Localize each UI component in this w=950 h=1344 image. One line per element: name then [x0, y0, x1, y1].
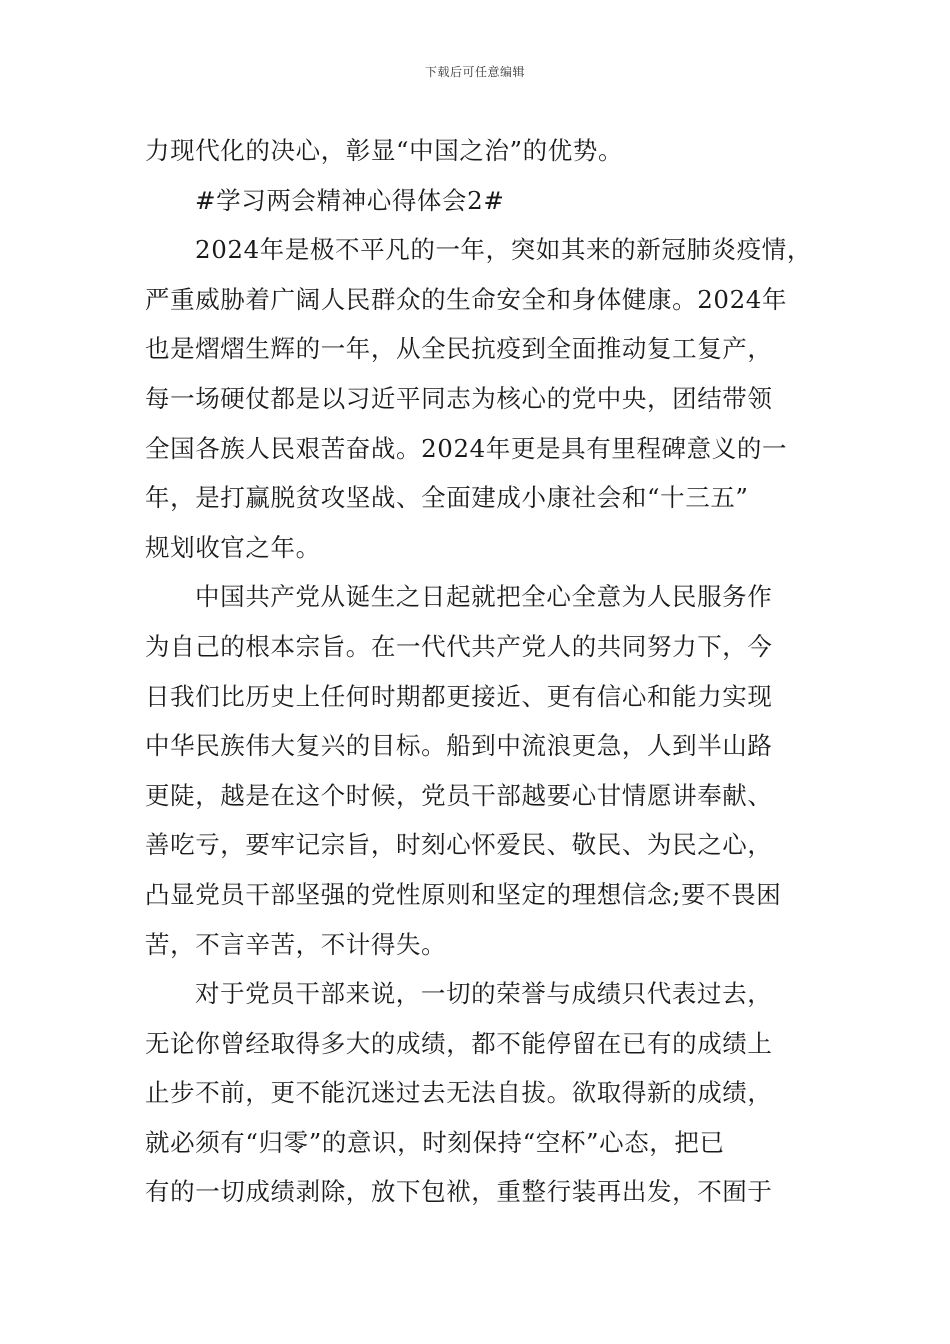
text-line: 中国共产党从诞生之日起就把全心全意为人民服务作 — [195, 582, 773, 612]
text-line: 日我们比历史上任何时期都更接近、更有信心和能力实现 — [145, 681, 773, 711]
text-line: 无论你曾经取得多大的成绩，都不能停留在已有的成绩上 — [145, 1028, 773, 1058]
text-line: 2024年是极不平凡的一年，突如其来的新冠肺炎疫情， — [195, 235, 812, 265]
text-line: 有的一切成绩剥除，放下包袱，重整行装再出发，不囿于 — [145, 1177, 773, 1207]
text-line: 也是熠熠生辉的一年，从全民抗疫到全面推动复工复产， — [145, 334, 773, 364]
text-line: #学习两会精神心得体会2# — [195, 185, 505, 215]
text-line: 凸显党员干部坚强的党性原则和坚定的理想信念;要不畏困 — [145, 879, 782, 909]
text-line: 止步不前，更不能沉迷过去无法自拔。欲取得新的成绩， — [145, 1078, 773, 1108]
text-line: 力现代化的决心，彰显“中国之治”的优势。 — [145, 136, 624, 165]
text-line: 全国各族人民艰苦奋战。2024年更是具有里程碑意义的一 — [145, 433, 788, 463]
text-line: 善吃亏，要牢记宗旨，时刻心怀爱民、敬民、为民之心， — [145, 830, 773, 860]
text-line: 对于党员干部来说，一切的荣誉与成绩只代表过去， — [195, 979, 773, 1009]
document-body — [145, 126, 815, 1217]
text-line: 苦，不言辛苦，不计得失。 — [145, 929, 447, 959]
text-line: 严重威胁着广阔人民群众的生命安全和身体健康。2024年 — [145, 284, 788, 314]
text-line: 就必须有“归零”的意识，时刻保持“空杯”心态，把已 — [145, 1127, 725, 1157]
text-line: 更陡，越是在这个时候，党员干部越要心甘情愿讲奉献、 — [145, 780, 773, 810]
text-line: 中华民族伟大复兴的目标。船到中流浪更急，人到半山路 — [145, 731, 773, 761]
text-line: 每一场硬仗都是以习近平同志为核心的党中央，团结带领 — [145, 383, 773, 413]
text-line: 为自己的根本宗旨。在一代代共产党人的共同努力下，今 — [145, 631, 773, 661]
text-line: 规划收官之年。 — [145, 532, 321, 562]
text-line: 年，是打赢脱贫攻坚战、全面建成小康社会和“十三五” — [145, 483, 749, 513]
page-header: 下载后可任意编辑 — [424, 65, 525, 79]
